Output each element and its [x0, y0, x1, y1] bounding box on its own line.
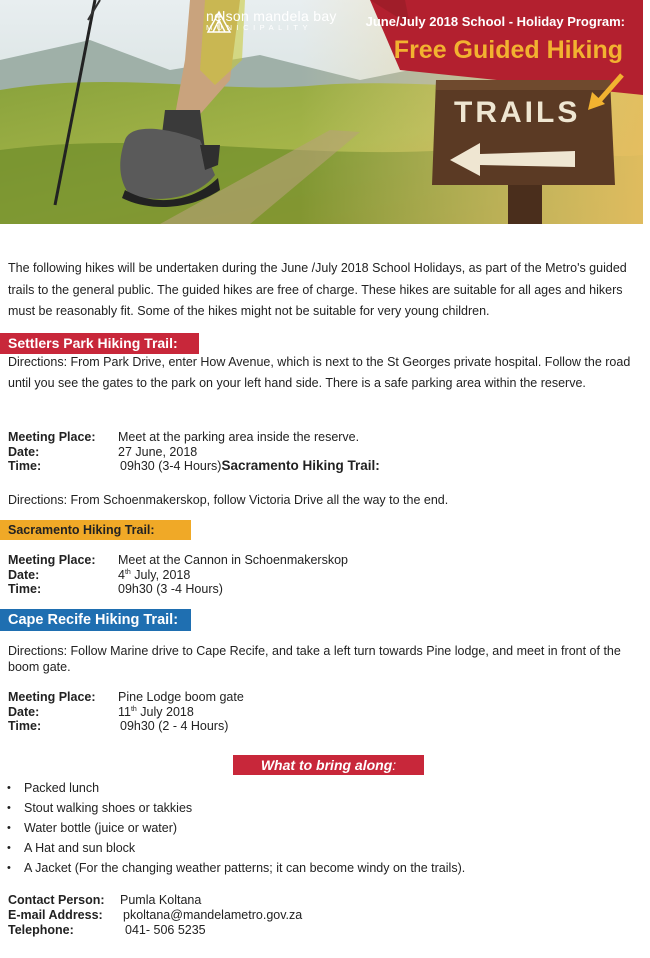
logo-subtitle: MUNICIPALITY — [206, 23, 312, 32]
time-row — [8, 459, 640, 474]
date-row — [8, 568, 640, 583]
phone-label: Telephone: — [8, 923, 74, 937]
settlers-directions: Directions: From Park Drive, enter How Avenue, which is next to the St Georges private hospital. Follow the road until you see the gates to the park on your left hand side. There is a safe parking area within the reserve. — [8, 355, 631, 390]
list-item: • A Jacket (For the changing weather patterns; it can become windy on the trails). — [4, 858, 465, 878]
list-item: • Water bottle (juice or water) — [4, 818, 465, 838]
email-row — [8, 908, 508, 923]
phone-value: 041- 506 5235 — [125, 923, 206, 937]
email-label: E-mail Address: — [8, 908, 103, 922]
time-value: 09h30 (2 - 4 Hours) — [120, 719, 229, 733]
meeting-row — [8, 553, 640, 568]
sacramento-heading: Sacramento Hiking Trail: — [0, 520, 191, 540]
headline: Free Guided Hiking — [393, 36, 623, 64]
cape-directions: Directions: Follow Marine drive to Cape Recife, and take a left turn towards Pine lodge, and meet in front of the boom gate. — [8, 644, 621, 674]
time-row — [8, 582, 640, 597]
time-value: 09h30 (3-4 Hours)Sacramento Hiking Trail: — [120, 458, 380, 473]
sacramento-details — [8, 553, 640, 597]
email-link[interactable]: pkoltana@mandelametro.gov.za — [123, 908, 303, 922]
date-label: Date: — [8, 444, 40, 459]
list-item: • A Hat and sun block — [4, 838, 465, 858]
time-label: Time: — [8, 582, 42, 596]
contact-person-value: Pumla Koltana — [120, 893, 202, 907]
list-item: • Packed lunch — [4, 778, 465, 798]
logo-name: nelson mandela bay — [206, 8, 337, 24]
time-value: 09h30 (3 -4 Hours) — [118, 582, 223, 596]
meeting-label: Meeting Place: — [8, 690, 96, 704]
meeting-row — [8, 430, 640, 445]
settlers-heading: Settlers Park Hiking Trail: — [0, 333, 199, 354]
municipality-logo — [206, 10, 337, 33]
meeting-label: Meeting Place: — [8, 430, 96, 444]
time-row — [8, 719, 640, 734]
phone-row — [8, 923, 508, 938]
hiking-photo — [0, 0, 643, 224]
intro-paragraph: The following hikes will be undertaken during the June /July 2018 School Holidays, as part of the Metro's guided trails to the general public. The guided hikes are free of charge. These hikes are suitable for all ages and hikers must be reasonably fit. Some of the hikes might not be suitable for very young children. — [8, 261, 627, 318]
date-row — [8, 445, 640, 460]
program-title: June/July 2018 School - Holiday Program: — [365, 14, 625, 29]
date-value: 11th July 2018 — [118, 704, 194, 719]
time-label: Time: — [8, 459, 42, 473]
meeting-value: Pine Lodge boom gate — [118, 690, 244, 704]
meeting-value: Meet at the parking area inside the reserve. — [118, 430, 360, 444]
date-value: 4th July, 2018 — [118, 567, 191, 582]
logo-mark-icon — [206, 10, 232, 34]
meeting-label: Meeting Place: — [8, 553, 96, 567]
cape-heading: Cape Recife Hiking Trail: — [0, 609, 191, 631]
stray-heading: Sacramento Hiking Trail: — [221, 458, 380, 473]
date-row — [8, 705, 640, 720]
meeting-row — [8, 690, 640, 705]
hero-banner — [0, 0, 643, 224]
date-value: 27 June, 2018 — [118, 444, 198, 459]
cape-details — [8, 690, 640, 734]
settlers-details — [8, 430, 640, 474]
bring-heading: What to bring along: — [233, 755, 424, 775]
sacramento-directions: Directions: From Schoenmakerskop, follow Victoria Drive all the way to the end. — [8, 493, 449, 507]
date-label: Date: — [8, 704, 40, 719]
bring-list — [4, 778, 465, 878]
list-item: • Stout walking shoes or takkies — [4, 798, 465, 818]
contact-person-row — [8, 893, 508, 908]
meeting-value: Meet at the Cannon in Schoenmakerskop — [118, 553, 348, 567]
contact-block — [8, 893, 508, 938]
date-label: Date: — [8, 567, 40, 582]
contact-person-label: Contact Person: — [8, 893, 105, 907]
svg-text:TRAILS: TRAILS — [454, 96, 581, 129]
time-label: Time: — [8, 719, 42, 733]
